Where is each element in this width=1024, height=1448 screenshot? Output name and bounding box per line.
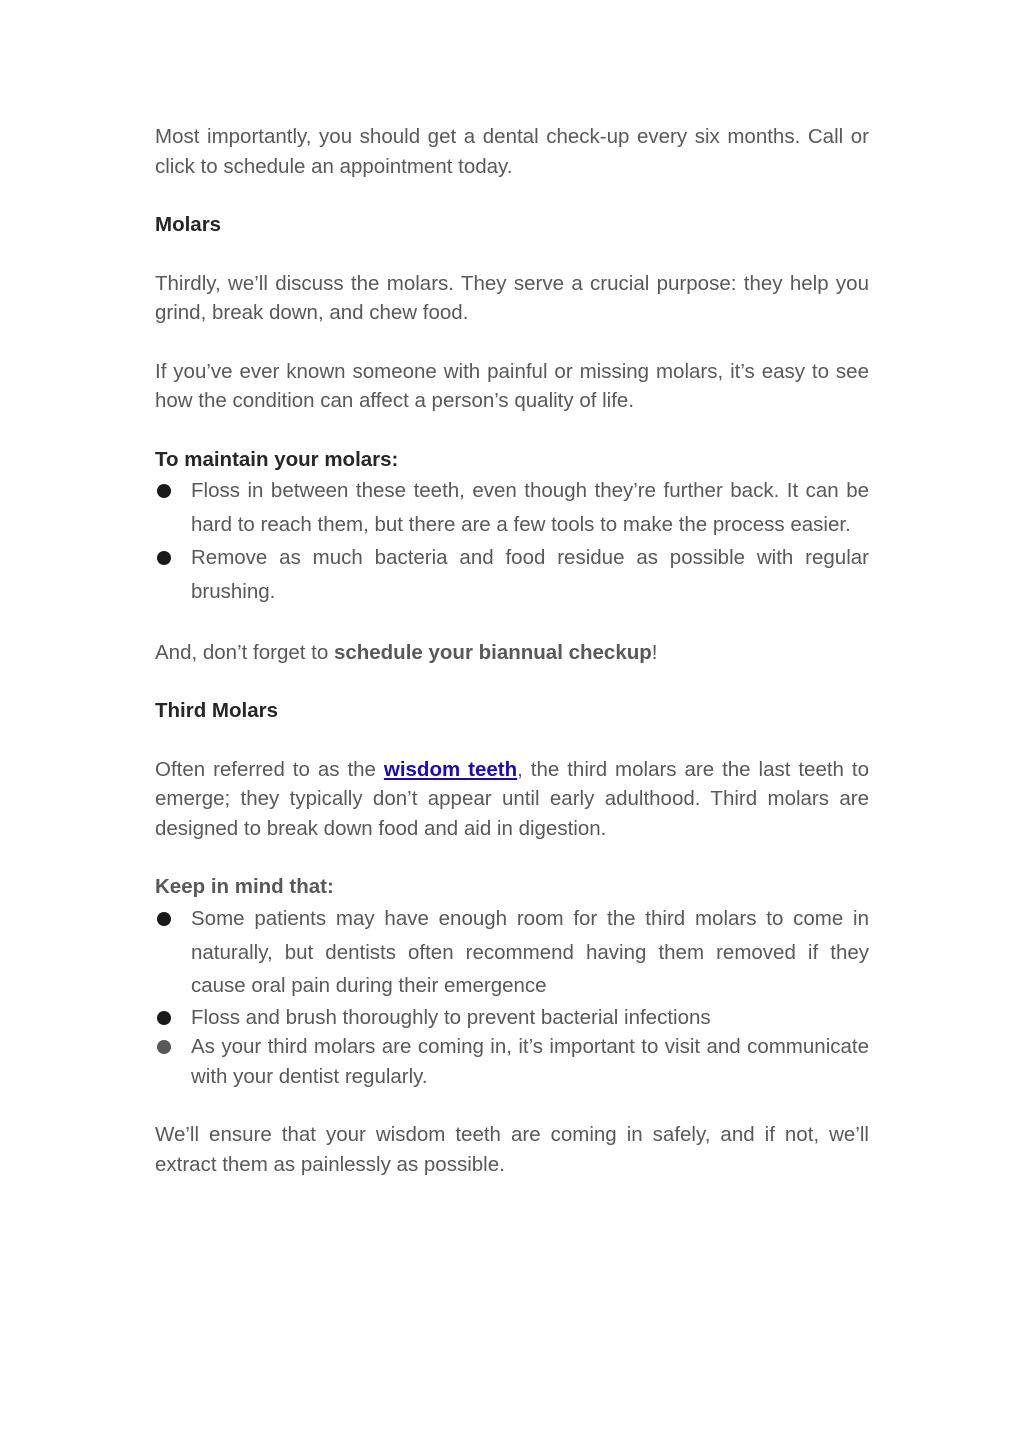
list-item-text: Floss and brush thoroughly to prevent bacterial infections (191, 1005, 711, 1029)
list-item (155, 902, 869, 1003)
list-item (155, 474, 869, 541)
keep-in-mind-list (155, 902, 869, 1003)
molars-paragraph-1: Thirdly, we’ll discuss the molars. They serve a crucial purpose: they help you grind, break down, and chew food. (155, 271, 869, 324)
maintain-molars-heading: To maintain your molars: (155, 447, 399, 471)
molars-paragraph-2: If you’ve ever known someone with painful or missing molars, it’s easy to see how the condition can affect a person’s quality of life. (155, 359, 869, 412)
list-item-text: Floss in between these teeth, even though they’re further back. It can be hard to reach them, but there are a few tools to make the process easier. (191, 479, 869, 536)
reminder-prefix: And, don’t forget to (155, 640, 334, 664)
list-item-text: As your third molars are coming in, it’s important to visit and communicate with your dentist regularly. (191, 1035, 869, 1088)
list-item (155, 1032, 869, 1091)
bullet-icon (157, 484, 171, 498)
keep-in-mind-list-continued (155, 1003, 869, 1092)
keep-in-mind-heading: Keep in mind that: (155, 875, 334, 899)
bullet-icon (157, 1040, 171, 1054)
closing-paragraph: We’ll ensure that your wisdom teeth are coming in safely, and if not, we’ll extract them as painlessly as possible. (155, 1123, 869, 1176)
reminder-bold-text: schedule your biannual checkup (333, 640, 652, 664)
document-page (155, 122, 869, 1179)
maintain-molars-list (155, 474, 869, 609)
reminder-suffix: ! (651, 640, 658, 664)
third-molars-prefix: Often referred to as the (155, 757, 384, 781)
bullet-icon (157, 912, 171, 926)
checkup-reminder (155, 638, 869, 668)
list-item (155, 1003, 869, 1033)
bullet-icon (157, 1011, 171, 1025)
intro-paragraph: Most importantly, you should get a dental check-up every six months. Call or click to schedule an appointment today. (155, 125, 869, 178)
list-item-text: Remove as much bacteria and food residue as possible with regular brushing. (191, 546, 869, 604)
molars-heading: Molars (155, 213, 222, 236)
wisdom-teeth-link[interactable]: wisdom teeth (383, 757, 518, 781)
third-molars-suffix: , the third molars are the last teeth to emerge; they typically don’t appear until early adulthood. Third molars are designed to break down food and aid in digestion. (155, 757, 869, 840)
third-molars-paragraph (155, 755, 869, 844)
list-item (155, 541, 869, 608)
list-item-text: Some patients may have enough room for the third molars to come in naturally, but dentists often recommend having them removed if they cause oral pain during their emergence (191, 906, 869, 998)
bullet-icon (157, 551, 171, 565)
third-molars-heading: Third Molars (155, 699, 279, 723)
